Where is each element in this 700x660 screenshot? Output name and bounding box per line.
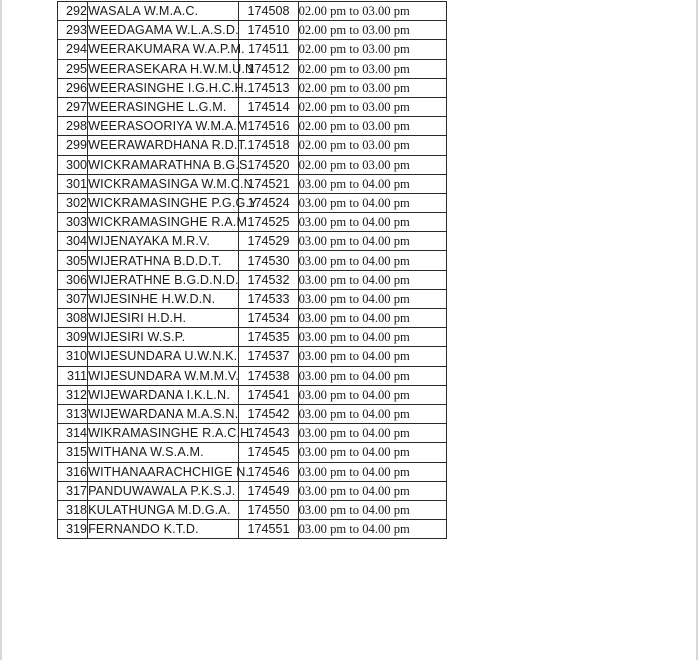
registration-number-cell: 174542 (239, 404, 298, 423)
student-name-cell: WEEDAGAMA W.L.A.S.D. (88, 21, 239, 40)
student-name-cell: WIJERATHNE B.G.D.N.D. (88, 270, 239, 289)
table-row (58, 136, 447, 155)
time-slot-cell: 02.00 pm to 03.00 pm (298, 40, 446, 59)
table-row (58, 481, 447, 500)
row-number-cell: 297 (58, 97, 88, 116)
registration-number-cell: 174516 (239, 117, 298, 136)
table-row (58, 443, 447, 462)
row-number-cell: 292 (58, 2, 88, 21)
table-row (58, 309, 447, 328)
registration-number-cell: 174512 (239, 59, 298, 78)
row-number-cell: 315 (58, 443, 88, 462)
registration-number-cell: 174545 (239, 443, 298, 462)
row-number-cell: 301 (58, 174, 88, 193)
row-number-cell: 307 (58, 289, 88, 308)
student-name-cell: WIKRAMASINGHE R.A.C.H. (88, 424, 239, 443)
table-row (58, 117, 447, 136)
time-slot-cell: 03.00 pm to 04.00 pm (298, 385, 446, 404)
row-number-cell: 295 (58, 59, 88, 78)
student-name-cell: WIJESIRI W.S.P. (88, 328, 239, 347)
student-name-cell: KULATHUNGA M.D.G.A. (88, 500, 239, 519)
time-slot-cell: 03.00 pm to 04.00 pm (298, 232, 446, 251)
table-row (58, 193, 447, 212)
schedule-table (57, 1, 447, 539)
student-name-cell: WIJESUNDARA U.W.N.K. (88, 347, 239, 366)
registration-number-cell: 174510 (239, 21, 298, 40)
student-name-cell: WEERASINGHE I.G.H.C.H. (88, 78, 239, 97)
registration-number-cell: 174537 (239, 347, 298, 366)
registration-number-cell: 174538 (239, 366, 298, 385)
time-slot-cell: 02.00 pm to 03.00 pm (298, 155, 446, 174)
registration-number-cell: 174535 (239, 328, 298, 347)
time-slot-cell: 02.00 pm to 03.00 pm (298, 21, 446, 40)
registration-number-cell: 174541 (239, 385, 298, 404)
time-slot-cell: 02.00 pm to 03.00 pm (298, 117, 446, 136)
time-slot-cell: 03.00 pm to 04.00 pm (298, 404, 446, 423)
time-slot-cell: 03.00 pm to 04.00 pm (298, 481, 446, 500)
table-row (58, 404, 447, 423)
time-slot-cell: 03.00 pm to 04.00 pm (298, 328, 446, 347)
student-name-cell: WIJESUNDARA W.M.M.V. (88, 366, 239, 385)
row-number-cell: 299 (58, 136, 88, 155)
registration-number-cell: 174533 (239, 289, 298, 308)
table-row (58, 366, 447, 385)
time-slot-cell: 03.00 pm to 04.00 pm (298, 193, 446, 212)
registration-number-cell: 174546 (239, 462, 298, 481)
scan-edge-left (0, 0, 2, 660)
row-number-cell: 296 (58, 78, 88, 97)
student-name-cell: WITHANAARACHCHIGE N. (88, 462, 239, 481)
row-number-cell: 308 (58, 309, 88, 328)
table-row (58, 500, 447, 519)
row-number-cell: 305 (58, 251, 88, 270)
table-row (58, 328, 447, 347)
registration-number-cell: 174511 (239, 40, 298, 59)
row-number-cell: 298 (58, 117, 88, 136)
student-name-cell: WEERASINGHE L.G.M. (88, 97, 239, 116)
time-slot-cell: 03.00 pm to 04.00 pm (298, 443, 446, 462)
student-name-cell: WIJENAYAKA M.R.V. (88, 232, 239, 251)
time-slot-cell: 03.00 pm to 04.00 pm (298, 309, 446, 328)
registration-number-cell: 174513 (239, 78, 298, 97)
table-row (58, 174, 447, 193)
registration-number-cell: 174529 (239, 232, 298, 251)
registration-number-cell: 174508 (239, 2, 298, 21)
row-number-cell: 300 (58, 155, 88, 174)
table-row (58, 213, 447, 232)
table-row (58, 2, 447, 21)
row-number-cell: 302 (58, 193, 88, 212)
table-row (58, 251, 447, 270)
time-slot-cell: 03.00 pm to 04.00 pm (298, 347, 446, 366)
table-row (58, 347, 447, 366)
student-name-cell: WITHANA W.S.A.M. (88, 443, 239, 462)
table-row (58, 59, 447, 78)
table-row (58, 78, 447, 97)
time-slot-cell: 03.00 pm to 04.00 pm (298, 366, 446, 385)
registration-number-cell: 174521 (239, 174, 298, 193)
student-name-cell: WEERASEKARA H.W.M.U.N (88, 59, 239, 78)
time-slot-cell: 03.00 pm to 04.00 pm (298, 174, 446, 193)
table-row (58, 424, 447, 443)
row-number-cell: 316 (58, 462, 88, 481)
row-number-cell: 314 (58, 424, 88, 443)
row-number-cell: 311 (58, 366, 88, 385)
student-name-cell: PANDUWAWALA P.K.S.J. (88, 481, 239, 500)
table-row (58, 155, 447, 174)
time-slot-cell: 02.00 pm to 03.00 pm (298, 2, 446, 21)
registration-number-cell: 174551 (239, 520, 298, 539)
time-slot-cell: 03.00 pm to 04.00 pm (298, 462, 446, 481)
time-slot-cell: 03.00 pm to 04.00 pm (298, 270, 446, 289)
row-number-cell: 313 (58, 404, 88, 423)
row-number-cell: 306 (58, 270, 88, 289)
student-name-cell: WIJEWARDANA M.A.S.N. (88, 404, 239, 423)
row-number-cell: 317 (58, 481, 88, 500)
time-slot-cell: 02.00 pm to 03.00 pm (298, 136, 446, 155)
registration-number-cell: 174534 (239, 309, 298, 328)
row-number-cell: 318 (58, 500, 88, 519)
table-row (58, 40, 447, 59)
registration-number-cell: 174532 (239, 270, 298, 289)
row-number-cell: 293 (58, 21, 88, 40)
scan-edge-right (696, 0, 698, 660)
time-slot-cell: 03.00 pm to 04.00 pm (298, 251, 446, 270)
time-slot-cell: 02.00 pm to 03.00 pm (298, 97, 446, 116)
time-slot-cell: 03.00 pm to 04.00 pm (298, 213, 446, 232)
registration-number-cell: 174543 (239, 424, 298, 443)
registration-number-cell: 174524 (239, 193, 298, 212)
time-slot-cell: 02.00 pm to 03.00 pm (298, 78, 446, 97)
student-name-cell: WEERAKUMARA W.A.P.M. (88, 40, 239, 59)
row-number-cell: 294 (58, 40, 88, 59)
student-name-cell: WICKRAMARATHNA B.G.S. (88, 155, 239, 174)
registration-number-cell: 174550 (239, 500, 298, 519)
row-number-cell: 304 (58, 232, 88, 251)
table-row (58, 520, 447, 539)
time-slot-cell: 02.00 pm to 03.00 pm (298, 59, 446, 78)
table-row (58, 21, 447, 40)
registration-number-cell: 174518 (239, 136, 298, 155)
table-row (58, 462, 447, 481)
student-name-cell: WIJEWARDANA I.K.L.N. (88, 385, 239, 404)
row-number-cell: 312 (58, 385, 88, 404)
table-row (58, 97, 447, 116)
registration-number-cell: 174514 (239, 97, 298, 116)
student-name-cell: FERNANDO K.T.D. (88, 520, 239, 539)
registration-number-cell: 174525 (239, 213, 298, 232)
time-slot-cell: 03.00 pm to 04.00 pm (298, 424, 446, 443)
registration-number-cell: 174549 (239, 481, 298, 500)
student-name-cell: WICKRAMASINGHE R.A.M. (88, 213, 239, 232)
table-row (58, 289, 447, 308)
student-name-cell: WICKRAMASINGHE P.G.G.Y (88, 193, 239, 212)
student-name-cell: WIJESINHE H.W.D.N. (88, 289, 239, 308)
row-number-cell: 309 (58, 328, 88, 347)
time-slot-cell: 03.00 pm to 04.00 pm (298, 500, 446, 519)
student-name-cell: WIJERATHNA B.D.D.T. (88, 251, 239, 270)
time-slot-cell: 03.00 pm to 04.00 pm (298, 289, 446, 308)
registration-number-cell: 174530 (239, 251, 298, 270)
row-number-cell: 319 (58, 520, 88, 539)
table-row (58, 232, 447, 251)
student-name-cell: WIJESIRI H.D.H. (88, 309, 239, 328)
registration-number-cell: 174520 (239, 155, 298, 174)
table-row (58, 385, 447, 404)
student-name-cell: WEERASOORIYA W.M.A.M (88, 117, 239, 136)
student-name-cell: WASALA W.M.A.C. (88, 2, 239, 21)
time-slot-cell: 03.00 pm to 04.00 pm (298, 520, 446, 539)
table-row (58, 270, 447, 289)
row-number-cell: 303 (58, 213, 88, 232)
row-number-cell: 310 (58, 347, 88, 366)
student-name-cell: WEERAWARDHANA R.D.T. (88, 136, 239, 155)
student-name-cell: WICKRAMASINGA W.M.C.N (88, 174, 239, 193)
schedule-table-body (58, 2, 447, 539)
